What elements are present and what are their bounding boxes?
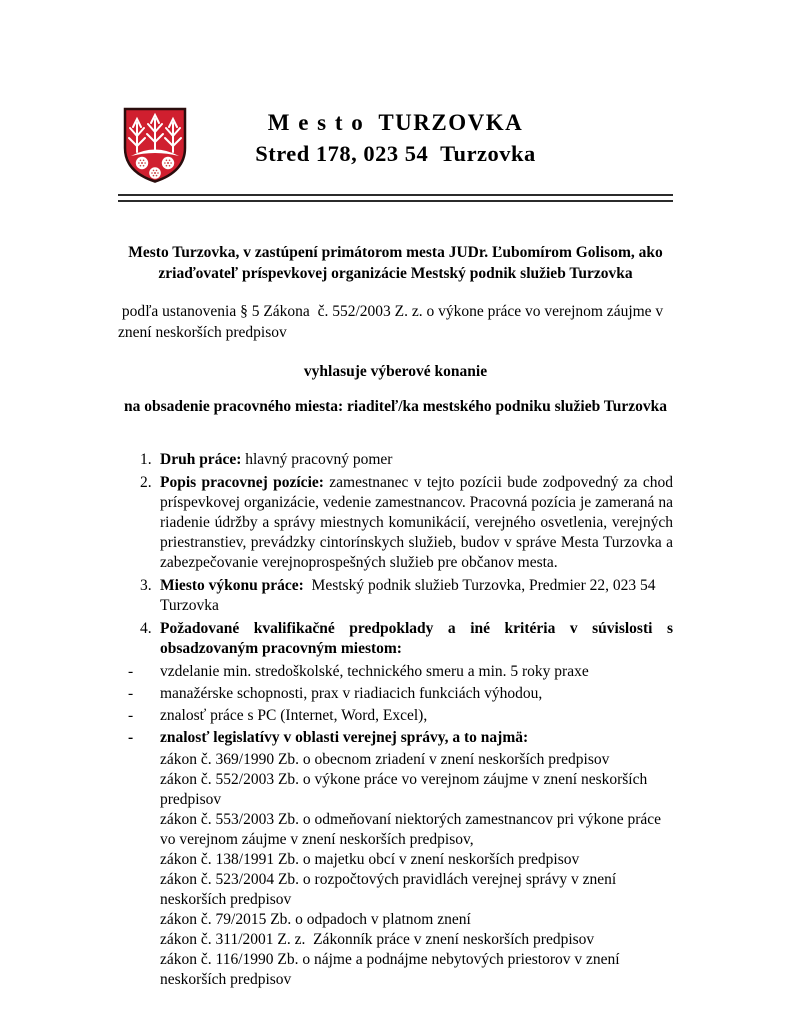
requirement-item-1 [118, 662, 673, 682]
item-number: 1. [140, 451, 152, 468]
announcement-heading: vyhlasuje výberové konanie [303, 363, 488, 380]
requirement-text: manažérske schopnosti, prax v riadiacich funkciách výhodou, [160, 685, 543, 702]
item-text: Mestský podnik služieb Turzovka, Predmier 22, 023 54 Turzovka [160, 577, 660, 614]
city-address: Stred 178, 023 54 Turzovka [255, 141, 536, 166]
requirement-item-4 [118, 728, 673, 748]
law-item-5: zákon č. 523/2004 Zb. o rozpočtových pravidlách verejnej správy v znení neskorších predpisov [160, 871, 621, 908]
item-label: Druh práce: [160, 451, 242, 468]
crest-trees [129, 115, 181, 152]
law-item-8: zákon č. 116/1990 Zb. o nájme a podnájme nebytových priestorov v znení neskorších predpisov [160, 951, 624, 988]
item-number: 4. [140, 620, 152, 637]
item-body [160, 473, 673, 573]
requirement-item-3 [118, 706, 673, 726]
item-label: Požadované kvalifikačné predpoklady a iné kritéria v súvislosti s obsadzovaným pracovným miestom: [160, 620, 673, 657]
header-divider [118, 194, 673, 202]
dash-marker: - [128, 707, 134, 724]
law-item-3: zákon č. 553/2003 Zb. o odmeňovaní niektorých zamestnancov pri výkone práce vo verejnom záujme v znení neskorších predpisov, [160, 811, 665, 848]
numbered-item-3 [118, 576, 673, 616]
item-text: hlavný pracovný pomer [245, 451, 393, 468]
legal-basis-paragraph: podľa ustanovenia § 5 Zákona č. 552/2003 Z. z. o výkone práce vo verejnom záujme v znení neskorších predpisov [118, 303, 668, 341]
item-body [160, 450, 673, 470]
position-heading: na obsadenie pracovného miesta: riaditeľ/ka mestského podniku služieb Turzovka [124, 398, 667, 415]
issuer-paragraph: Mesto Turzovka, v zastúpení primátorom mesta JUDr. Ľubomírom Golisom, ako zriaďovateľ príspevkovej organizácie Mestský podnik služieb Turzovka [128, 244, 663, 282]
law-item-1: zákon č. 369/1990 Zb. o obecnom zriadení v znení neskorších predpisov [160, 751, 610, 768]
item-text: zamestnanec v tejto pozícii bude zodpovedný za chod príspevkovej organizácie, vedenie zamestnancov. Pracovná pozícia je zameraná na riadenie údržby a správy miestnych komunikácií, verejného osvetlenia, verejných priestranstiev, prevádzky cintorínskych služieb, budov v správe Mesta Turzovka a zabezpečovanie verejnoprospešných služieb pre občanov mesta. [160, 474, 674, 571]
requirement-text: znalosť legislatívy v oblasti verejnej správy, a to najmä: [160, 729, 529, 746]
header-titles [118, 106, 673, 167]
item-label: Popis pracovnej pozície: [160, 474, 324, 491]
city-name: M e s t o TURZOVKA [267, 110, 524, 135]
item-number: 3. [140, 577, 152, 594]
numbered-item-1 [118, 450, 673, 470]
item-body [160, 619, 673, 659]
law-item-2: zákon č. 552/2003 Zb. o výkone práce vo verejnom záujme v znení neskorších predpisov [160, 771, 652, 808]
item-label: Miesto výkonu práce: [160, 577, 304, 594]
item-body [160, 576, 673, 616]
law-item-4: zákon č. 138/1991 Zb. o majetku obcí v znení neskorších predpisov [160, 851, 580, 868]
document-header [118, 106, 673, 184]
law-item-7: zákon č. 311/2001 Z. z. Zákonník práce v znení neskorších predpisov [160, 931, 595, 948]
requirement-text: vzdelanie min. stredoškolské, technického smeru a min. 5 roky praxe [160, 663, 589, 680]
dash-marker: - [128, 729, 134, 746]
requirement-item-2 [118, 684, 673, 704]
numbered-item-2 [118, 473, 673, 573]
job-details-list [118, 450, 673, 990]
requirement-text: znalosť práce s PC (Internet, Word, Excel), [160, 707, 428, 724]
law-item-6: zákon č. 79/2015 Zb. o odpadoch v platnom znení [160, 911, 471, 928]
dash-marker: - [128, 685, 134, 702]
dash-marker: - [128, 663, 134, 680]
coat-of-arms-icon [121, 106, 189, 184]
numbered-item-4 [118, 619, 673, 659]
item-number: 2. [140, 474, 152, 491]
